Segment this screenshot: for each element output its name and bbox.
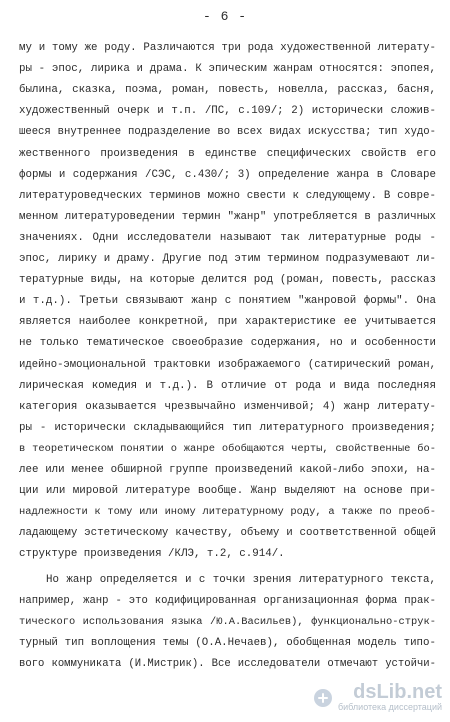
text-line: надлежности к тому или иному литературному роду, а также по преоб- (19, 506, 436, 519)
text-line: турный тип воплощения темы (О.А.Нечаев), обобщенная модель типо- (19, 636, 436, 649)
text-line: художественный очерк и т.п. /ПС, с.109/; 2) исторически сложив- (19, 105, 436, 118)
text-line: структуре произведения /КЛЭ, т.2, с.914/. (19, 548, 285, 561)
text-line: является наиболее конкретной, при характеристике ее учитывается (19, 316, 436, 329)
text-line: ры - исторически складывающийся тип литературного произведения; (19, 421, 436, 434)
text-line: формы и содержания /СЭС, с.430/; 3) определение жанра в Словаре (19, 168, 436, 181)
text-line: и т.д.). Третьи связывают жанр с понятием "жанровой формы". Она (19, 295, 436, 308)
text-line: не только тематическое своеобразие содержания, но и особенности (19, 337, 436, 350)
text-line: например, жанр - это кодифицированная организационная форма прак- (19, 594, 436, 607)
page-number: - 6 - (202, 9, 247, 24)
text-line: былина, сказка, поэма, роман, повесть, новелла, рассказ, басня, (19, 84, 436, 97)
text-line: идейно-эмоциональной трактовки изображаемого (сатирический роман, (19, 358, 436, 371)
text-line: му и тому же роду. Различаются три рода художественной литерату- (19, 42, 436, 54)
watermark-logo: dsLib.net (353, 681, 442, 703)
text-line: в теоретическом понятии о жанре обобщаются черты, свойственные бо- (19, 442, 436, 455)
text-line: тического использования языка /Ю.А.Васильев), функционально-струк- (19, 615, 436, 628)
text-line: категория оказывается чрезвычайно изменчивой; 4) жанр литерату- (19, 400, 436, 413)
text-line: вого коммуниката (И.Мистрик). Все исследователи отмечают устойчи- (19, 657, 436, 670)
watermark-subtitle: библиотека диссертаций (337, 702, 442, 712)
text-line: шееся внутреннее подразделение во всех видах искусства; тип худо- (19, 126, 436, 139)
watermark (314, 682, 442, 713)
text-line: тературные виды, на которые делится род (роман, повесть, рассказ (19, 274, 436, 287)
text-line: эпос, лирику и драму. Другие под этим термином подразумевают ли- (19, 253, 436, 265)
text-line: ры - эпос, лирика и драма. К эпическим жанрам относятся: эпопея, (19, 63, 436, 76)
text-line: лее или менее обширной группе произведений какой-либо эпохи, на- (19, 464, 436, 476)
text-line: ладающему эстетическому качеству, объему и соответственной общей (19, 527, 436, 540)
text-line: литературоведческих терминов можно свести к следующему. В совре- (19, 189, 436, 202)
text-line: ции или мировой литературе вообще. Жанр выделяют на основе при- (19, 485, 436, 498)
plus-circle-icon (314, 689, 332, 707)
text-line: менном литературоведении термин "жанр" употребляется в различных (19, 210, 436, 223)
text-line: Но жанр определяется и с точки зрения литературного текста, (46, 573, 436, 586)
text-line: значениях. Одни исследователи называют так литературные роды - (19, 231, 436, 244)
text-line: жественного произведения в единстве специфических свойств его (19, 147, 436, 160)
text-line: лирическая комедия и т.д.). В отличие от рода и вида последняя (19, 379, 436, 392)
